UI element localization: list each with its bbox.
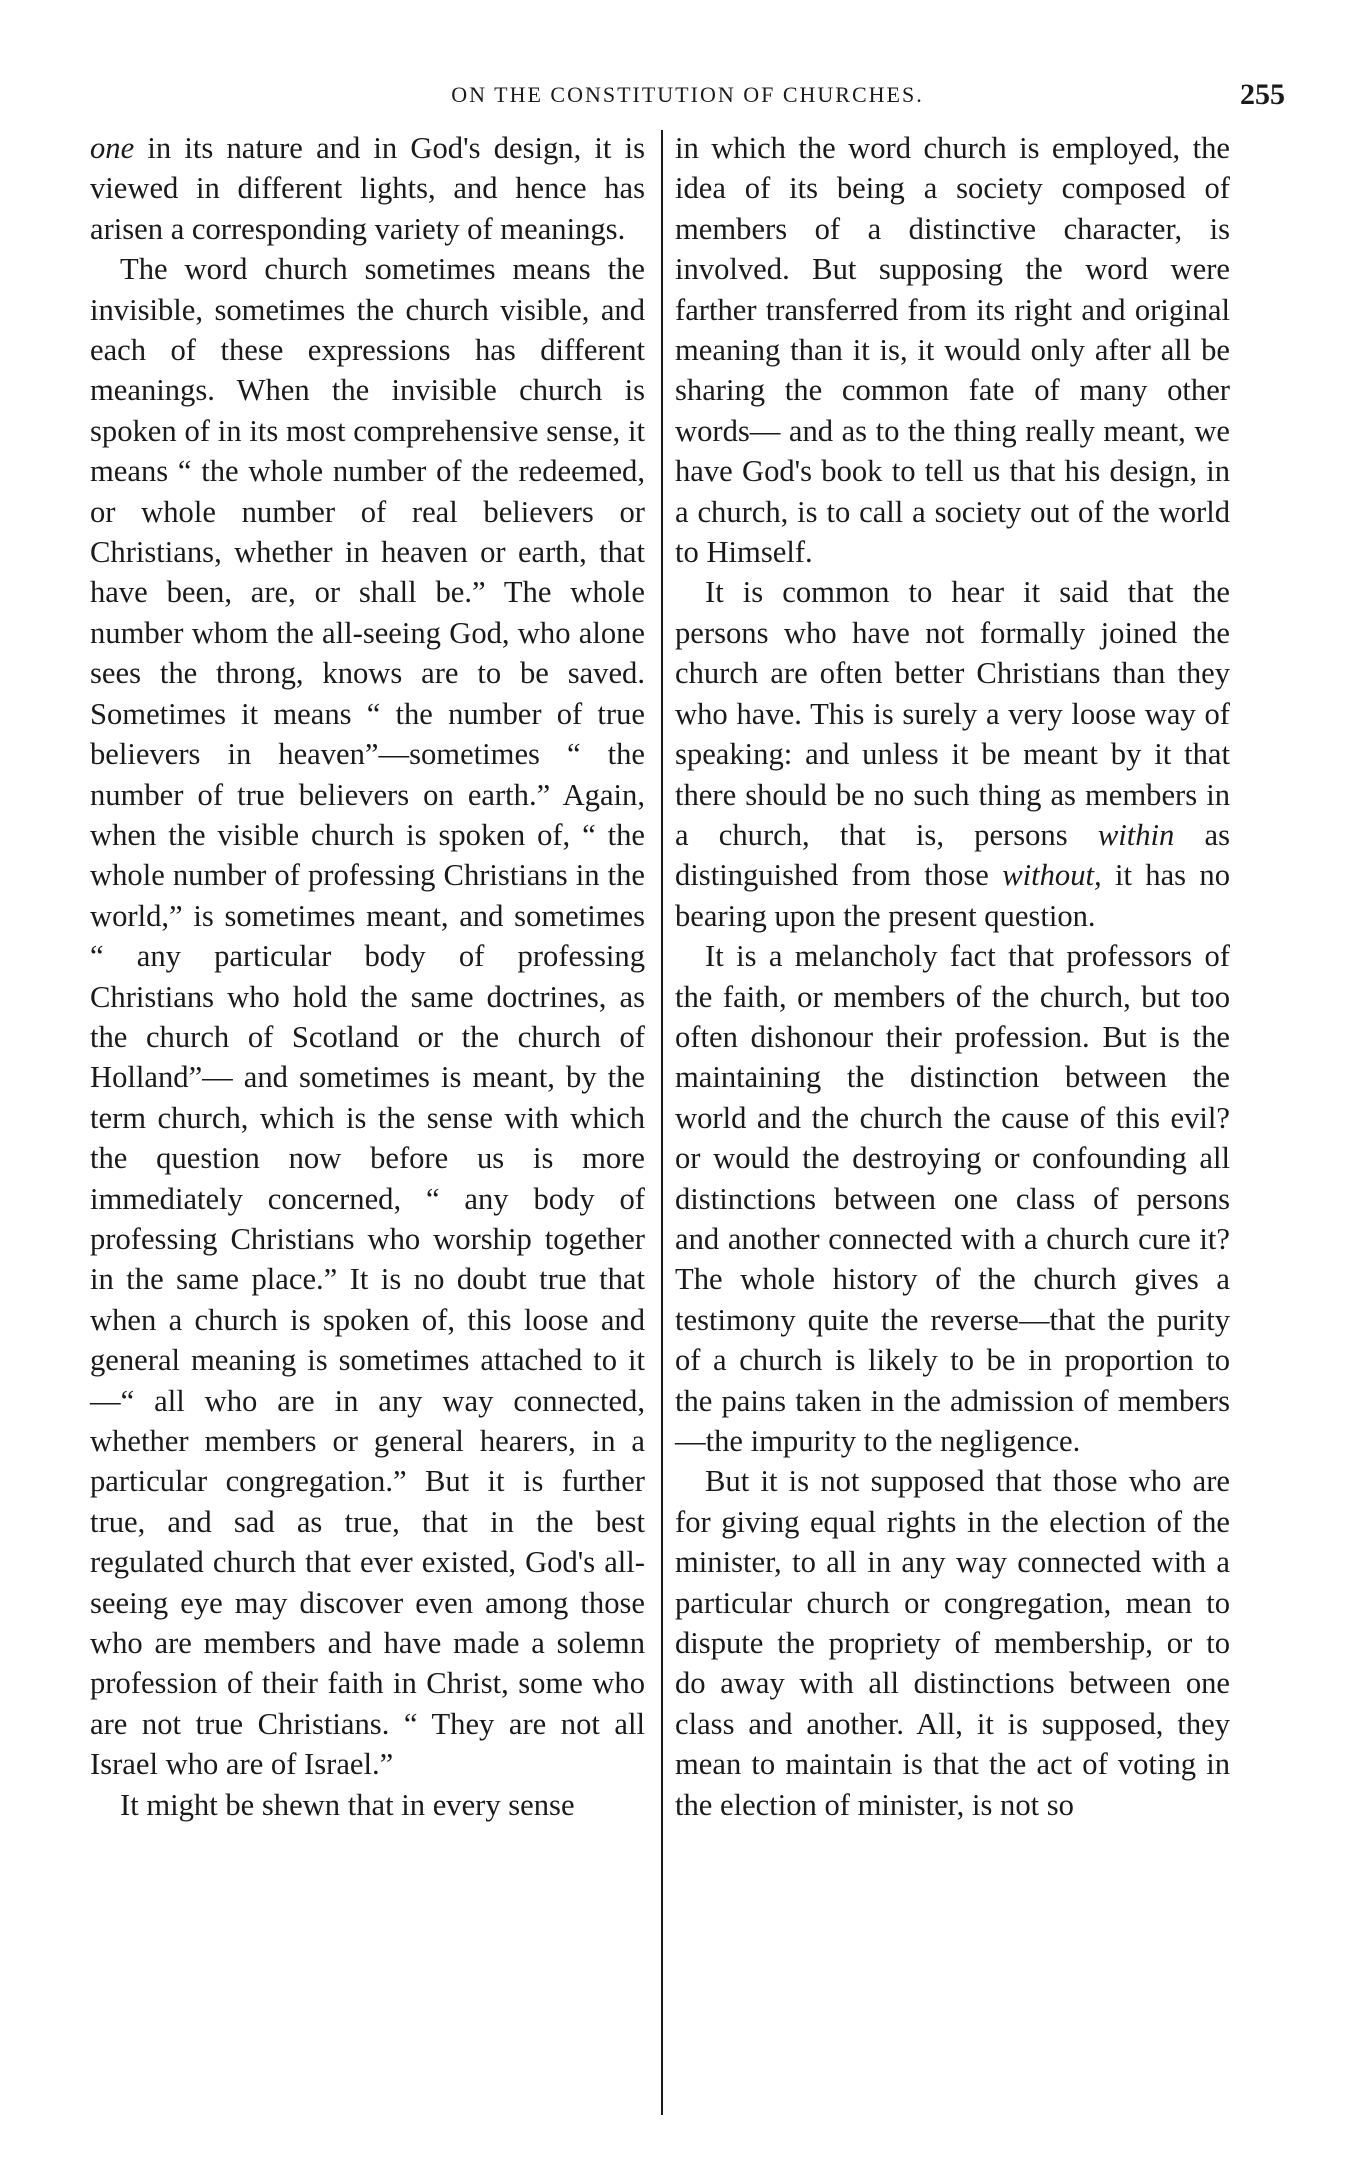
page-number: 255 xyxy=(1240,78,1285,111)
paragraph-continued: in which the word church is employed, the idea of its being a society composed of members of a distinctive character, is involved. But supposing the word were farther transferred from its right and original meaning than it is, it would only after all be sharing the common fate of many other words— and as to the thing really meant, we have God's book to tell us that his design, in a church, is to call a society out of the world to Himself. xyxy=(675,131,1230,570)
left-column xyxy=(90,128,645,2118)
italic-lead-word: one xyxy=(90,131,135,165)
running-title: ON THE CONSTITUTION OF CHURCHES. xyxy=(451,82,924,107)
paragraph: But it is not supposed that those who are for giving equal rights in the election of the minister, to all in any way connected with a particular church or congregation, mean to dispute the propriety of membership, or to do away with all distinctions between one class and another. All, it is supposed, they mean to maintain is that the act of voting in the election of minister, is not so xyxy=(675,1464,1230,1822)
paragraph-text: it has no bearing upon the present question. xyxy=(675,858,1231,933)
paragraph: It is a melancholy fact that professors of the faith, or members of the church, but too often dishonour their profession. But is the maintaining the distinction between the world and the church the cause of this evil? or would the destroying or confounding all distinctions between one class of persons and another connected with a church cure it? The whole history of the church gives a testimony quite the reverse—that the purity of a church is likely to be in proportion to the pains taken in the admission of members—the impurity to the negligence. xyxy=(675,939,1230,1458)
paragraph-text: as distinguished from those xyxy=(675,817,1231,893)
paragraph-text: in its nature and in God's design, it is viewed in different lights, and hence has arisen a corresponding variety of meanings. xyxy=(90,131,645,246)
italic-word: within xyxy=(1097,817,1175,852)
right-column xyxy=(675,128,1230,2118)
column-divider xyxy=(661,130,663,2115)
italic-word: without, xyxy=(1002,858,1102,893)
paragraph xyxy=(675,572,1230,936)
paragraph-continued xyxy=(90,128,645,249)
paragraph: The word church sometimes means the invisible, sometimes the church visible, and each of these expressions has different meanings. When the invisible church is spoken of in its most comprehensive sense, it means “ the whole number of the redeemed, or whole number of real believers or Christians, whether in heaven or earth, that have been, are, or shall be.” The whole number whom the all-seeing God, who alone sees the throng, knows are to be saved. Sometimes it means “ the number of true believers in heaven”—sometimes “ the number of true believers on earth.” Again, when the visible church is spoken of, “ the whole number of professing Christians in the world,” is sometimes meant, and sometimes “ any particular body of professing Christians who hold the same doctrines, as the church of Scotland or the church of Holland”— and sometimes is meant, by the term church, which is the sense with which the question now before us is more immediately concerned, “ any body of professing Christians who worship together in the same place.” It is no doubt true that when a church is spoken of, this loose and general meaning is sometimes attached to it—“ all who are in any way connected, whether members or general hearers, in a particular congregation.” But it is further true, and sad as true, that in the best regulated church that ever existed, God's all-seeing eye may discover even among those who are members and have made a solemn profession of their faith in Christ, some who are not true Christians. “ They are not all Israel who are of Israel.” xyxy=(90,252,645,1782)
running-head xyxy=(90,78,1285,122)
paragraph: It might be shewn that in every sense xyxy=(120,1787,575,1822)
paragraph-text: It is common to hear it said that the persons who have not formally joined the church are often better Christians than they who have. This is surely a very loose way of speaking: and unless it be meant by it that there should be no such thing as members in a church, that is, persons xyxy=(675,575,1230,852)
